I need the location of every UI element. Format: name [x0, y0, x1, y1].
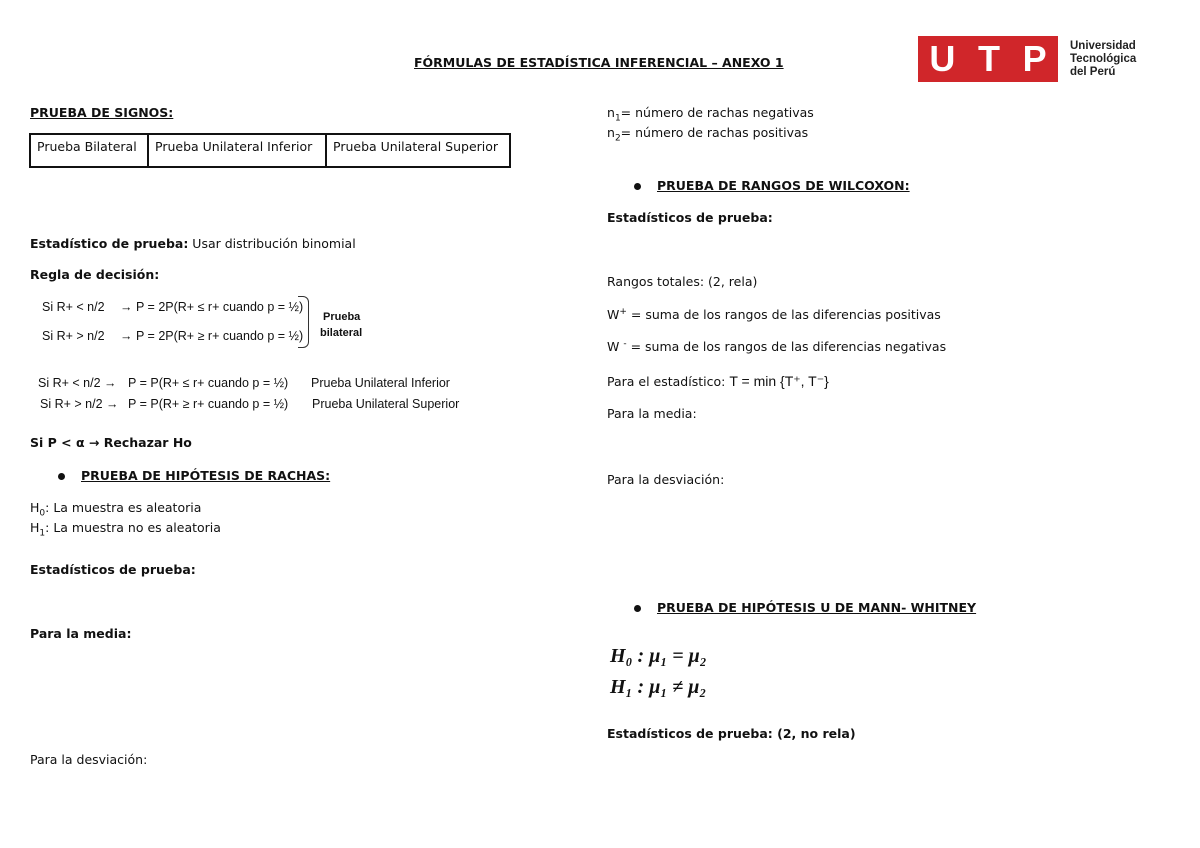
logo-letter-u: U	[929, 38, 956, 79]
h1-statement: $H_1$: La muestra no es aleatoria	[30, 520, 221, 539]
n2-definition: $n_2=$ número de rachas positivas	[607, 125, 809, 144]
mann-h0-formula: H₀ : μ₁ = μ₂	[610, 645, 707, 667]
rule-3-formula: P = P(R+ ≤ r+ cuando p = ½)	[128, 376, 289, 390]
bullet-icon	[58, 473, 65, 480]
wilcoxon-media-label: Para la media:	[607, 406, 697, 421]
h0-statement: $H_0$: La muestra es aleatoria	[30, 500, 202, 519]
rule-4-label: Prueba Unilateral Superior	[312, 397, 460, 411]
utp-logo	[918, 36, 1058, 82]
rule-2-formula: → P = 2P(R+ ≥ r+ cuando p = ½)	[120, 329, 304, 343]
wilcoxon-desviacion-label: Para la desviación:	[607, 472, 725, 487]
rachas-desviacion-label: Para la desviación:	[30, 752, 148, 767]
mann-h1-formula: H₁ : μ₁ ≠ μ₂	[610, 676, 707, 698]
rule-1-formula: → P = 2P(R+ ≤ r+ cuando p = ½)	[120, 300, 304, 314]
bilateral-label-2: bilateral	[320, 327, 363, 339]
rachas-media-label: Para la media:	[30, 626, 132, 641]
reject-rule: Si P < α → Rechazar Ho	[30, 435, 192, 450]
table-cell: Prueba Unilateral Superior	[326, 134, 510, 167]
rachas-stats-label: Estadísticos de prueba:	[30, 562, 196, 577]
wilcoxon-section-title: PRUEBA DE RANGOS DE WILCOXON:	[634, 178, 910, 193]
logo-university-name: Universidad Tecnológica del Perú	[1070, 40, 1137, 78]
signs-test-table	[29, 133, 511, 168]
rule-1-condition: Si R+ < n/2	[42, 300, 105, 314]
rule-title: Regla de decisión:	[30, 267, 160, 282]
mann-stats-label: Estadísticos de prueba: (2, no rela)	[607, 726, 856, 741]
rule-2-condition: Si R+ > n/2	[42, 329, 105, 343]
rule-3-label: Prueba Unilateral Inferior	[311, 376, 450, 390]
table-cell: Prueba Bilateral	[30, 134, 148, 167]
logo-letter-t: T	[977, 38, 1000, 79]
logo-letter-p: P	[1022, 38, 1047, 79]
bilateral-brace	[298, 296, 309, 348]
bullet-icon	[634, 183, 641, 190]
rule-3-condition: Si R+ < n/2 →	[38, 376, 117, 390]
rule-4-condition: Si R+ > n/2 →	[40, 397, 119, 411]
t-statistic-line: Para el estadístico: T = min {T⁺, T⁻}	[607, 373, 829, 389]
bullet-icon	[634, 605, 641, 612]
signs-section-title: PRUEBA DE SIGNOS:	[30, 105, 174, 120]
page-title: FÓRMULAS DE ESTADÍSTICA INFERENCIAL – ANEXO 1	[414, 55, 784, 70]
rangos-totales: Rangos totales: (2, rela)	[607, 274, 758, 289]
w-plus-definition: W+ = suma de los rangos de las diferencias positivas	[607, 307, 941, 323]
n1-definition: $n_1=$ número de rachas negativas	[607, 105, 814, 124]
rule-4-formula: P = P(R+ ≥ r+ cuando p = ½)	[128, 397, 289, 411]
w-minus-definition: W - = suma de los rangos de las diferencias negativas	[607, 339, 947, 355]
wilcoxon-stats-label: Estadísticos de prueba:	[607, 210, 773, 225]
mann-whitney-section-title: PRUEBA DE HIPÓTESIS U DE MANN- WHITNEY	[634, 600, 976, 615]
bilateral-label-1: Prueba	[323, 311, 361, 323]
rachas-section-title: PRUEBA DE HIPÓTESIS DE RACHAS:	[58, 468, 330, 483]
table-cell: Prueba Unilateral Inferior	[148, 134, 326, 167]
stat-line: Estadístico de prueba: Usar distribución binomial	[30, 236, 356, 251]
